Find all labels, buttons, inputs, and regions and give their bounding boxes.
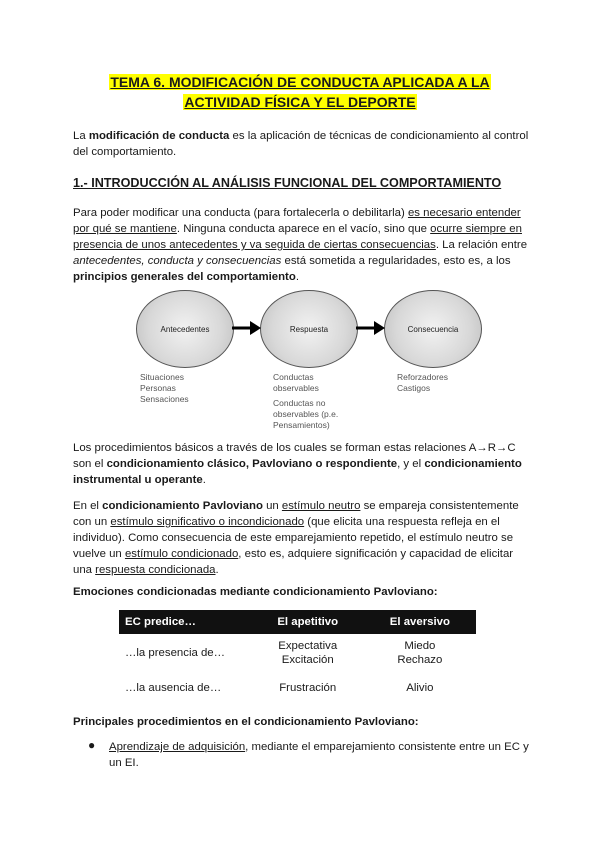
- page-title-line-2: ACTIVIDAD FÍSICA Y EL DEPORTE: [184, 94, 416, 110]
- emotions-table: [119, 610, 476, 704]
- table-cell: Expectativa Excitación: [278, 640, 338, 666]
- table-cell: Frustración: [279, 682, 337, 694]
- intro-paragraph: La modificación de conducta es la aplicación de técnicas de condicionamiento al control del comportamiento.: [73, 130, 529, 158]
- emotions-heading: Emociones condicionadas mediante condicionamiento Pavloviano:: [73, 586, 438, 598]
- respuesta-examples: Conductas observables Conductas no observables (p.e. Pensamientos): [273, 372, 339, 430]
- paragraph-pavlovian: En el condicionamiento Pavloviano un estímulo neutro se empareja consistentemente con un estímulo significativo o incondicionado (que elicita una respuesta refleja en el individuo). Como consecuencia de este emparejamiento repetido, el estímulo neutro se vuelve un estímulo condicionado, esto es, adquiere significación y capacidad de elicitar una respuesta condicionada.: [73, 500, 519, 576]
- node-antecedentes: Antecedentes: [136, 290, 234, 368]
- table-row: [119, 672, 476, 704]
- paragraph-basic-procedures: Los procedimientos básicos a través de los cuales se forman estas relaciones A→R→C son el condicionamiento clásico, Pavloviano o respondiente, y el condicionamiento instrumental u operante.: [73, 442, 522, 486]
- node-consecuencia: Consecuencia: [384, 290, 482, 368]
- table-header: El apetitivo: [252, 610, 364, 634]
- table-cell: Alivio: [406, 682, 434, 694]
- page-title-line-1: TEMA 6. MODIFICACIÓN DE CONDUCTA APLICADA A LA: [110, 74, 490, 90]
- table-cell: Miedo Rechazo: [397, 640, 443, 666]
- arrow-right-icon: [356, 320, 386, 336]
- consecuencia-examples: Reforzadores Castigos: [397, 372, 449, 393]
- table-cell: …la presencia de…: [125, 647, 226, 659]
- section-1-heading: 1.- INTRODUCCIÓN AL ANÁLISIS FUNCIONAL DEL COMPORTAMIENTO: [73, 176, 502, 190]
- table-header: El aversivo: [364, 610, 476, 634]
- bullet-icon: ●: [88, 738, 96, 752]
- abc-diagram: [136, 290, 476, 370]
- table-row: [119, 634, 476, 672]
- arrow-right-icon: [232, 320, 262, 336]
- table-header: EC predice…: [119, 610, 252, 634]
- antecedentes-examples: Situaciones Personas Sensaciones: [140, 372, 189, 404]
- paragraph-functional-analysis: Para poder modificar una conducta (para fortalecerla o debilitarla) es necesario entender por qué se mantiene. Ninguna conducta aparece en el vacío, sino que ocurre siempre en presencia de unos antecedentes y va seguida de ciertas consecuencias. La relación entre antecedentes, conducta y consecuencias está sometida a regularidades, esto es, a los principios generales del comportamiento.: [73, 207, 528, 283]
- table-cell: …la ausencia de…: [125, 682, 222, 694]
- table-header-row: [119, 610, 476, 634]
- procedures-heading: Principales procedimientos en el condicionamiento Pavloviano:: [73, 716, 419, 728]
- list-item: Aprendizaje de adquisición, mediante el emparejamiento consistente entre un EC y un EI.: [109, 741, 529, 769]
- node-respuesta: Respuesta: [260, 290, 358, 368]
